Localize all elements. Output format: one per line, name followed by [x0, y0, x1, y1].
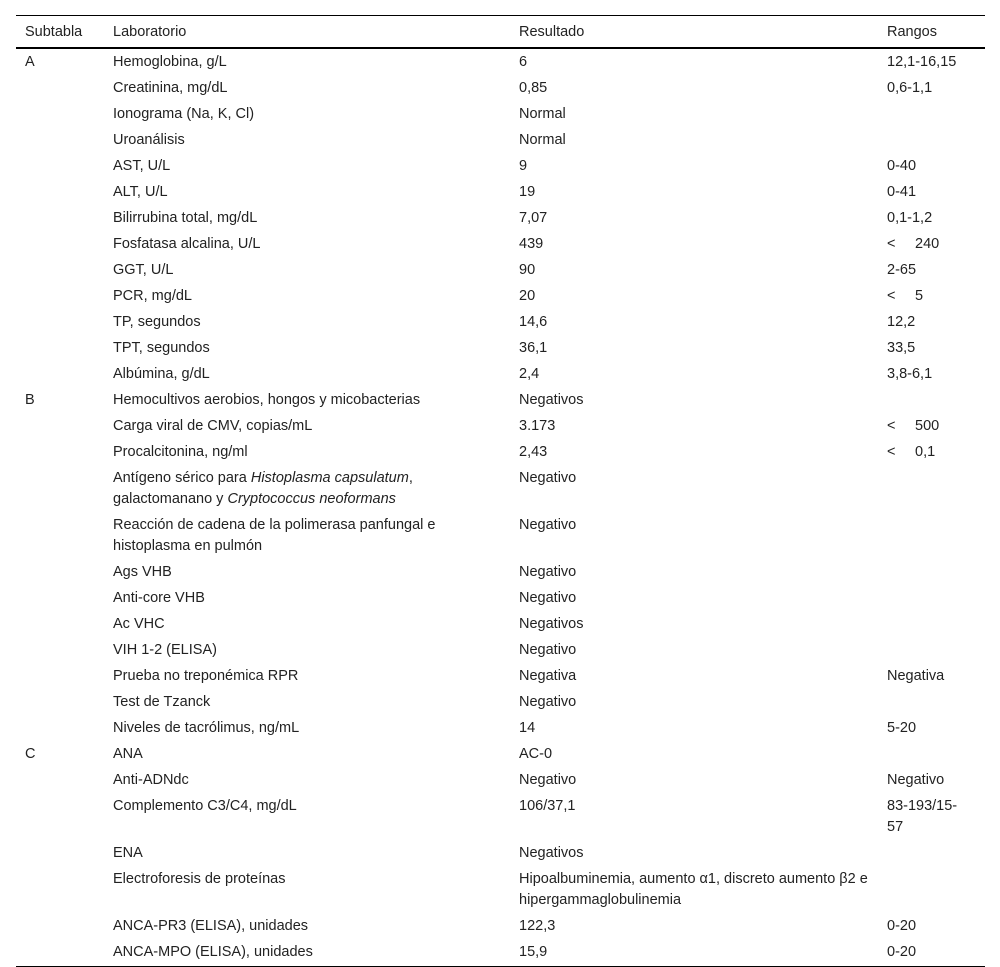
less-than-symbol: < — [887, 418, 896, 434]
range-value: 0,1 — [915, 444, 936, 460]
table-row — [16, 128, 985, 154]
range-value: 5 — [915, 288, 924, 304]
organism-name: Histoplasma capsulatum — [250, 470, 409, 486]
cell-subtabla — [16, 466, 104, 513]
cell-rango — [878, 690, 985, 716]
cell-laboratorio: Bilirrubina total, mg/dL — [113, 210, 258, 226]
cell-rango — [878, 841, 985, 867]
cell-rango — [878, 102, 985, 128]
table-row — [16, 794, 985, 841]
table-row — [16, 586, 985, 612]
cell-rango: 0-40 — [887, 158, 917, 174]
cell-laboratorio: Procalcitonina, ng/ml — [113, 444, 248, 460]
table-row — [16, 48, 985, 76]
table-row — [16, 867, 985, 914]
cell-rango — [878, 742, 985, 768]
cell-subtabla — [16, 867, 104, 914]
cell-subtabla — [16, 284, 104, 310]
cell-laboratorio: Anti-ADNdc — [113, 772, 189, 788]
cell-rango — [878, 638, 985, 664]
cell-laboratorio: Creatinina, mg/dL — [113, 80, 228, 96]
cell-laboratorio: Electroforesis de proteínas — [113, 871, 286, 887]
cell-laboratorio: GGT, U/L — [113, 262, 174, 278]
cell-subtabla — [16, 336, 104, 362]
cell-laboratorio: PCR, mg/dL — [113, 288, 192, 304]
cell-subtabla — [16, 841, 104, 867]
cell-resultado: Normal — [519, 132, 566, 148]
cell-resultado: Negativo — [519, 564, 577, 580]
cell-subtabla — [16, 664, 104, 690]
cell-resultado: 15,9 — [519, 944, 548, 960]
cell-subtabla — [16, 102, 104, 128]
cell-laboratorio: ENA — [113, 845, 143, 861]
cell-laboratorio: TPT, segundos — [113, 340, 210, 356]
less-than-symbol: < — [887, 288, 896, 304]
cell-resultado: 2,43 — [519, 444, 548, 460]
cell-rango: 0-20 — [887, 944, 917, 960]
cell-resultado: Negativos — [519, 392, 584, 408]
header-subtabla: Subtabla — [25, 24, 83, 40]
cell-resultado: Negativo — [519, 517, 577, 533]
cell-laboratorio: Uroanálisis — [113, 132, 185, 148]
cell-subtabla — [16, 560, 104, 586]
cell-subtabla: B — [25, 392, 35, 408]
text-fragment: , galactomanano y — [113, 470, 413, 507]
cell-rango: 2-65 — [887, 262, 917, 278]
cell-laboratorio: Carga viral de CMV, copias/mL — [113, 418, 313, 434]
cell-resultado: 439 — [519, 236, 544, 252]
cell-subtabla — [16, 768, 104, 794]
cell-resultado: 36,1 — [519, 340, 548, 356]
table-row — [16, 466, 985, 513]
header-resultado: Resultado — [519, 24, 585, 40]
cell-subtabla — [16, 154, 104, 180]
cell-resultado: 19 — [519, 184, 536, 200]
table-row — [16, 310, 985, 336]
table-row — [16, 154, 985, 180]
table-body — [16, 48, 985, 967]
cell-subtabla — [16, 232, 104, 258]
cell-rango — [878, 612, 985, 638]
cell-subtabla — [16, 914, 104, 940]
header-laboratorio: Laboratorio — [113, 24, 187, 40]
cell-rango — [878, 466, 985, 513]
cell-subtabla: C — [25, 746, 36, 762]
cell-rango: 0,1-1,2 — [887, 210, 933, 226]
cell-laboratorio: TP, segundos — [113, 314, 201, 330]
table-row — [16, 232, 985, 258]
table-row — [16, 638, 985, 664]
table-header — [16, 16, 985, 49]
cell-resultado: 90 — [519, 262, 536, 278]
cell-subtabla — [16, 690, 104, 716]
cell-rango — [878, 586, 985, 612]
cell-resultado: 2,4 — [519, 366, 540, 382]
organism-name: Cryptococcus neoformans — [227, 491, 396, 507]
cell-resultado: Negativo — [519, 642, 577, 658]
cell-subtabla — [16, 440, 104, 466]
cell-laboratorio: ANCA-PR3 (ELISA), unidades — [113, 918, 309, 934]
table-row — [16, 664, 985, 690]
cell-laboratorio: Hemocultivos aerobios, hongos y micobacterias — [113, 392, 421, 408]
cell-rango: 12,1-16,15 — [887, 54, 957, 70]
cell-rango: Negativo — [887, 772, 945, 788]
cell-laboratorio: AST, U/L — [113, 158, 171, 174]
cell-subtabla — [16, 206, 104, 232]
cell-subtabla — [16, 414, 104, 440]
table-row — [16, 841, 985, 867]
cell-subtabla — [16, 794, 104, 841]
cell-laboratorio: Hemoglobina, g/L — [113, 54, 227, 70]
cell-rango — [878, 867, 985, 914]
table-row — [16, 102, 985, 128]
cell-subtabla: A — [25, 54, 35, 70]
cell-subtabla — [16, 513, 104, 560]
cell-laboratorio: Ionograma (Na, K, Cl) — [113, 106, 255, 122]
cell-resultado: 14 — [519, 720, 536, 736]
cell-resultado: Negativa — [519, 668, 577, 684]
cell-rango — [878, 513, 985, 560]
cell-rango — [878, 128, 985, 154]
cell-resultado: 7,07 — [519, 210, 548, 226]
cell-resultado: Normal — [519, 106, 566, 122]
cell-resultado: 3.173 — [519, 418, 556, 434]
cell-resultado: 6 — [519, 54, 528, 70]
cell-laboratorio: Ac VHC — [113, 616, 165, 632]
cell-resultado: Negativos — [519, 845, 584, 861]
table-row — [16, 206, 985, 232]
cell-subtabla — [16, 940, 104, 967]
cell-resultado: 0,85 — [519, 80, 548, 96]
range-value: 240 — [915, 236, 940, 252]
table-row — [16, 612, 985, 638]
cell-laboratorio: Ags VHB — [113, 564, 172, 580]
range-value: 500 — [915, 418, 940, 434]
cell-laboratorio: Reacción de cadena de la polimerasa panfungal e histoplasma en pulmón — [113, 517, 436, 554]
table-row — [16, 716, 985, 742]
cell-laboratorio: Fosfatasa alcalina, U/L — [113, 236, 261, 252]
cell-subtabla — [16, 716, 104, 742]
cell-resultado: Negativo — [519, 470, 577, 486]
cell-resultado: Negativo — [519, 772, 577, 788]
cell-rango — [878, 284, 985, 310]
cell-rango: Negativa — [887, 668, 945, 684]
cell-subtabla — [16, 612, 104, 638]
cell-rango: 0-20 — [887, 918, 917, 934]
cell-resultado: 14,6 — [519, 314, 548, 330]
table-row — [16, 690, 985, 716]
cell-laboratorio — [104, 466, 510, 513]
cell-rango: 0,6-1,1 — [887, 80, 933, 96]
lab-results-table — [16, 15, 985, 967]
table-row — [16, 180, 985, 206]
cell-laboratorio: Test de Tzanck — [113, 694, 211, 710]
cell-subtabla — [16, 76, 104, 102]
less-than-symbol: < — [887, 444, 896, 460]
cell-rango: 3,8-6,1 — [887, 366, 933, 382]
cell-rango: 5-20 — [887, 720, 917, 736]
header-row — [16, 16, 985, 49]
cell-resultado: 122,3 — [519, 918, 556, 934]
cell-laboratorio: Anti-core VHB — [113, 590, 205, 606]
cell-rango — [878, 414, 985, 440]
cell-rango — [878, 388, 985, 414]
cell-laboratorio: VIH 1-2 (ELISA) — [113, 642, 217, 658]
cell-resultado: 9 — [519, 158, 528, 174]
cell-rango: 12,2 — [887, 314, 916, 330]
cell-subtabla — [16, 180, 104, 206]
cell-subtabla — [16, 586, 104, 612]
cell-resultado: AC-0 — [519, 746, 553, 762]
table-row — [16, 914, 985, 940]
table-row — [16, 513, 985, 560]
header-rangos: Rangos — [887, 24, 937, 40]
table-row — [16, 940, 985, 967]
cell-laboratorio: Albúmina, g/dL — [113, 366, 210, 382]
table-row — [16, 76, 985, 102]
cell-laboratorio: ANA — [113, 746, 143, 762]
table-row — [16, 362, 985, 388]
table-row — [16, 284, 985, 310]
cell-laboratorio: ANCA-MPO (ELISA), unidades — [113, 944, 313, 960]
cell-resultado: Negativo — [519, 694, 577, 710]
cell-rango — [878, 232, 985, 258]
cell-resultado: Negativos — [519, 616, 584, 632]
table-row — [16, 388, 985, 414]
cell-rango: 33,5 — [887, 340, 916, 356]
table-row — [16, 336, 985, 362]
cell-resultado: 106/37,1 — [519, 798, 576, 814]
cell-rango — [878, 440, 985, 466]
table-row — [16, 258, 985, 284]
cell-resultado: 20 — [519, 288, 536, 304]
cell-rango — [878, 560, 985, 586]
less-than-symbol: < — [887, 236, 896, 252]
table-row — [16, 560, 985, 586]
cell-laboratorio: Complemento C3/C4, mg/dL — [113, 798, 297, 814]
cell-subtabla — [16, 310, 104, 336]
cell-subtabla — [16, 362, 104, 388]
cell-laboratorio: ALT, U/L — [113, 184, 168, 200]
text-fragment: Antígeno sérico para — [113, 470, 251, 486]
cell-resultado: Hipoalbuminemia, aumento α1, discreto aumento β2 e hipergammaglobulinemia — [519, 871, 868, 908]
cell-laboratorio: Prueba no treponémica RPR — [113, 668, 299, 684]
table-row — [16, 742, 985, 768]
cell-subtabla — [16, 128, 104, 154]
cell-resultado: Negativo — [519, 590, 577, 606]
table-row — [16, 768, 985, 794]
cell-laboratorio: Niveles de tacrólimus, ng/mL — [113, 720, 300, 736]
table-row — [16, 440, 985, 466]
cell-subtabla — [16, 638, 104, 664]
table-row — [16, 414, 985, 440]
lab-results-table-container — [16, 15, 985, 967]
cell-subtabla — [16, 258, 104, 284]
cell-rango: 83-193/15-57 — [887, 798, 958, 835]
cell-rango: 0-41 — [887, 184, 917, 200]
